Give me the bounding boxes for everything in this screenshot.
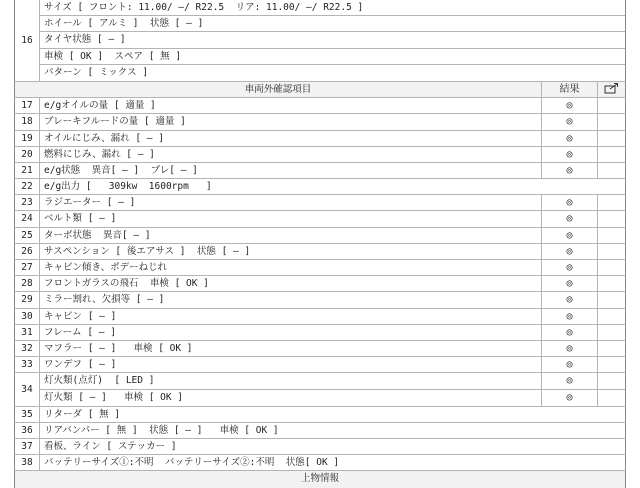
row-result: ◎ xyxy=(541,390,597,406)
row-item: ブレーキフルードの量 [ 適量 ] xyxy=(44,116,186,128)
table-row xyxy=(14,260,626,276)
table-row xyxy=(14,244,626,260)
row-result: ◎ xyxy=(541,260,597,275)
row-number: 33 xyxy=(15,357,40,372)
footer-title: 上物情報 xyxy=(300,473,339,485)
table-row xyxy=(14,407,626,423)
row-number: 23 xyxy=(15,195,40,210)
row-item: 看板、ライン [ ステッカー ] xyxy=(44,441,177,453)
section-title: 車両外確認項目 xyxy=(244,83,312,95)
table-row xyxy=(14,147,626,163)
row-item: キャビン傾き、ボデーねじれ xyxy=(44,262,168,273)
row-item: オイルにじみ、漏れ [ — ] xyxy=(44,132,164,144)
table-row xyxy=(14,131,626,147)
row-result: ◎ xyxy=(541,244,597,259)
row-item: リターダ [ 無 ] xyxy=(44,408,121,420)
row-number: 27 xyxy=(15,260,40,275)
lights-group xyxy=(14,373,626,406)
tire-size-line: サイズ [ フロント: 11.00/ —/ R22.5 リア: 11.00/ —/ R22.5 ] xyxy=(40,0,625,16)
row-item: ラジエーター [ — ] xyxy=(44,197,136,209)
row-number: 20 xyxy=(15,147,40,162)
table-row xyxy=(14,211,626,227)
row-number: 26 xyxy=(15,244,40,259)
row-item: リアバンパー [ 無 ] 状態 [ — ] 車検 [ OK ] xyxy=(44,424,279,436)
row-extra xyxy=(597,147,625,162)
row-result: ◎ xyxy=(541,147,597,162)
table-row xyxy=(14,179,626,195)
row-number: 25 xyxy=(15,228,40,243)
row-result: ◎ xyxy=(541,373,597,388)
row-result: ◎ xyxy=(541,357,597,372)
table-row xyxy=(14,228,626,244)
row-extra xyxy=(597,260,625,275)
row-item: フレーム [ — ] xyxy=(44,326,116,338)
row-extra xyxy=(597,211,625,226)
row-number: 22 xyxy=(15,179,40,194)
table-row xyxy=(14,292,626,308)
table-row xyxy=(14,276,626,292)
table-row xyxy=(14,357,626,373)
row-extra xyxy=(597,131,625,146)
result-column-header: 結果 xyxy=(541,82,597,97)
lights-inspection-line: 灯火類 [ — ] 車検 [ OK ] ◎ xyxy=(40,390,625,406)
row-number: 19 xyxy=(15,131,40,146)
row-result: ◎ xyxy=(541,163,597,178)
row-result: ◎ xyxy=(541,228,597,243)
row-result: ◎ xyxy=(541,114,597,129)
table-row xyxy=(14,114,626,130)
inspection-sheet xyxy=(14,0,626,488)
table-row xyxy=(14,195,626,211)
section-header xyxy=(14,82,626,98)
table-row xyxy=(14,423,626,439)
row-item: ミラー割れ、欠損等 [ — ] xyxy=(44,294,165,306)
row-result: ◎ xyxy=(541,341,597,356)
table-row xyxy=(14,341,626,357)
table-row xyxy=(14,325,626,341)
tire-group xyxy=(14,0,626,82)
row-result: ◎ xyxy=(541,325,597,340)
row-item: ベルト類 [ — ] xyxy=(44,213,117,225)
row-item: ターボ状態 異音[ — ] xyxy=(44,229,151,241)
row-number: 32 xyxy=(15,341,40,356)
row-result: ◎ xyxy=(541,309,597,324)
row-result: ◎ xyxy=(541,195,597,210)
row-extra xyxy=(597,114,625,129)
row-extra xyxy=(597,98,625,113)
row-result: ◎ xyxy=(541,131,597,146)
row-item: サスペンション [ 後エアサス ] 状態 [ — ] xyxy=(44,245,251,257)
row-item: e/g状態 異音[ — ] ブレ[ — ] xyxy=(44,164,198,176)
row-extra xyxy=(597,244,625,259)
row-extra xyxy=(597,357,625,372)
row-extra xyxy=(597,309,625,324)
row-extra xyxy=(597,163,625,178)
row-number: 38 xyxy=(15,455,40,470)
row-result: ◎ xyxy=(541,276,597,291)
row-number: 30 xyxy=(15,309,40,324)
table-row xyxy=(14,98,626,114)
row-number: 16 xyxy=(15,0,40,81)
row-item: バッテリーサイズ①:不明 バッテリーサイズ②:不明 状態[ OK ] xyxy=(44,457,340,469)
share-icon[interactable] xyxy=(597,82,625,97)
row-number: 31 xyxy=(15,325,40,340)
tire-condition-line: タイヤ状態 [ — ] xyxy=(40,32,625,48)
row-extra xyxy=(597,276,625,291)
row-number: 36 xyxy=(15,423,40,438)
row-number: 35 xyxy=(15,407,40,422)
inspection-spare-line: 車検 [ OK ] スペア [ 無 ] xyxy=(40,49,625,65)
row-extra xyxy=(597,195,625,210)
table-row xyxy=(14,455,626,471)
row-number: 21 xyxy=(15,163,40,178)
pattern-line: パターン [ ミックス ] xyxy=(44,66,149,78)
row-item: e/g出力 [ 309kw 1600rpm ] xyxy=(44,181,212,193)
row-item: e/gオイルの量 [ 適量 ] xyxy=(44,100,156,112)
row-item: マフラー [ — ] 車検 [ OK ] xyxy=(44,342,193,354)
row-item: キャビン [ — ] xyxy=(44,310,117,322)
row-extra xyxy=(597,390,625,406)
row-number: 28 xyxy=(15,276,40,291)
row-item: フロントガラスの飛石 車検 [ OK ] xyxy=(44,278,209,290)
row-extra xyxy=(597,373,625,388)
table-row xyxy=(14,439,626,455)
row-result: ◎ xyxy=(541,211,597,226)
lights-on-line: 灯火類(点灯) [ LED ] ◎ xyxy=(40,373,625,389)
row-number: 18 xyxy=(15,114,40,129)
row-result: ◎ xyxy=(541,292,597,307)
row-number: 29 xyxy=(15,292,40,307)
row-extra xyxy=(597,325,625,340)
row-extra xyxy=(597,228,625,243)
row-item: ワンデフ [ — ] xyxy=(44,359,117,371)
row-extra xyxy=(597,292,625,307)
table-row xyxy=(14,163,626,179)
row-result: ◎ xyxy=(541,98,597,113)
row-extra xyxy=(597,341,625,356)
wheel-line: ホイール [ アルミ ] 状態 [ — ] xyxy=(40,16,625,32)
row-number: 17 xyxy=(15,98,40,113)
row-number: 37 xyxy=(15,439,40,454)
row-item: 燃料にじみ、漏れ [ — ] xyxy=(44,148,155,160)
row-number: 24 xyxy=(15,211,40,226)
row-number: 34 xyxy=(15,373,40,405)
table-row xyxy=(14,309,626,325)
